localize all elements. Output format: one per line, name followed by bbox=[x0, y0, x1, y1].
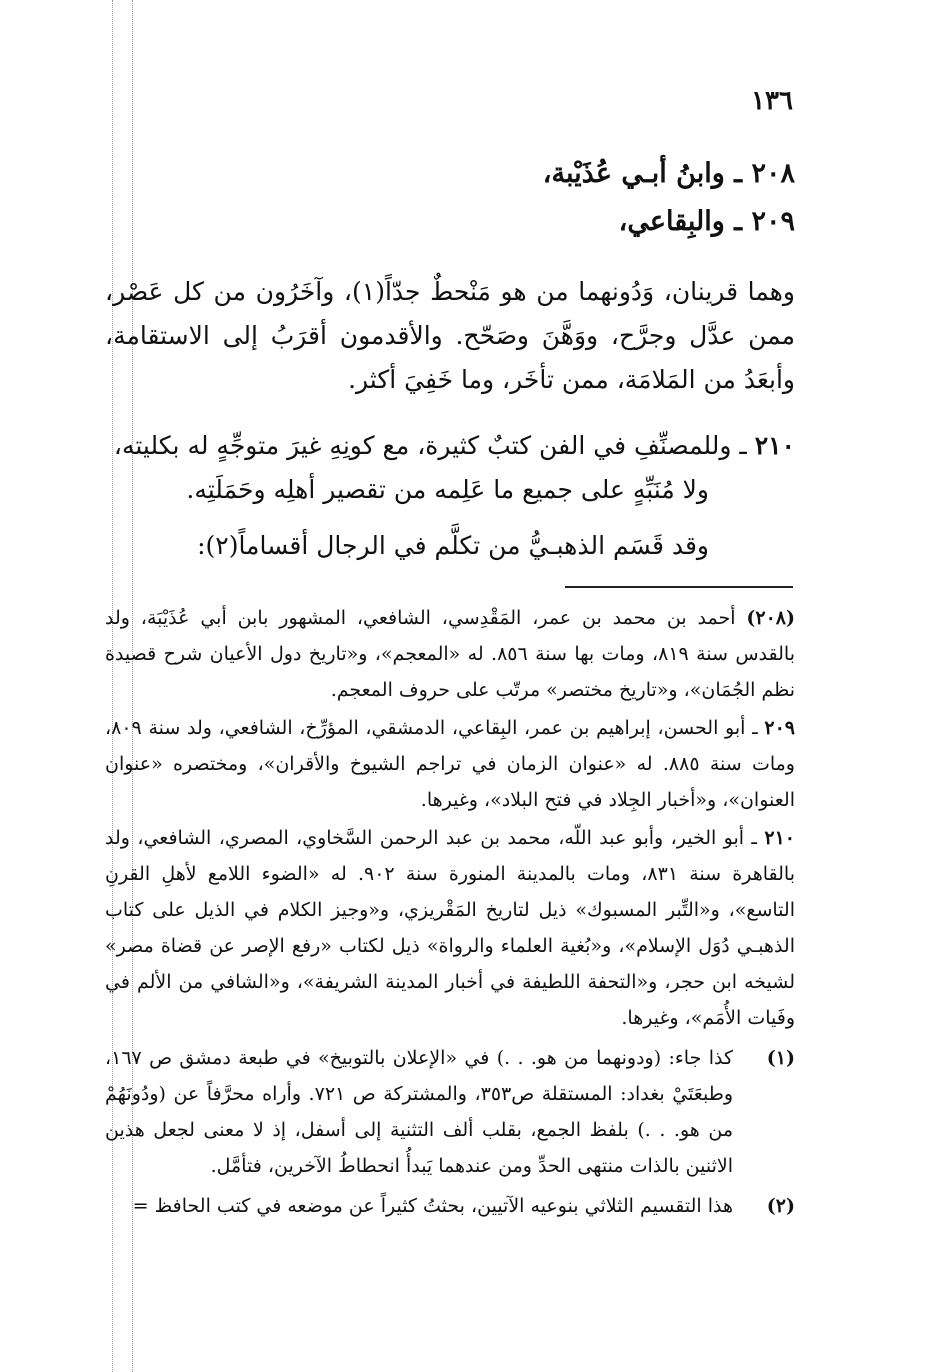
entry-210-continued: ولا مُنَبِّهٍ على جميع ما عَلِمه من تقصير أهلِه وحَمَلَتِه. bbox=[186, 475, 709, 504]
footnote-2: (٢) هذا التقسيم الثلاثي بنوعيه الآتيين، بحثتُ كثيراً عن موضعه في كتب الحافظ = bbox=[132, 1195, 795, 1217]
paragraph: وقد قَسَم الذهبـيُّ من تكلَّم في الرجال أقساماً(٢): bbox=[197, 531, 709, 560]
entry-209: ٢٠٩ ـ والبِقاعي، bbox=[618, 206, 795, 237]
footnote-1: (١) كذا جاء: (ودونهما من هو. . .) في «الإعلان بالتوبيخ» في طبعة دمشق ص ١٦٧، وطبعَتَيْ بغداد: المستقلة ص٣٥٣، والمشتركة ص ٧٢١. وأراه محرَّفاً عن (ودُونَهُمْ من هو. . .) بلفظ الجمع، بقلب ألف التثنية إلى أسفل، إذ لا معنى لجعل هذين الاثنين بالذات منتهى الحدِّ ومن عندهما يَبدأُ انحطاطُ الآخرين، فتأمَّل. bbox=[105, 1047, 795, 1177]
note-210: ٢١٠ ـ أبو الخير، وأبو عبد اللّه، محمد بن عبد الرحمن السَّخاوي، المصري، الشافعي، ولد بالقاهرة سنة ٨٣١، ومات بالمدينة المنورة سنة ٩٠٢. له «الضوء اللامع لأهلِ القرنِ التاسع»، و«التِّبر المسبوك» ذيل لتاريخ المَقْريزي، و«وجيز الكلام في الذيل على كتاب الذهبـي دُوَل الإسلام»، و«بُغية العلماء والرواة» ذيل لكتاب «رفع الإصر عن قضاة مصر» لشيخه ابن حجر، و«التحفة اللطيفة في أخبار المدينة الشريفة»، و«الشافي من الألم في وفَيات الأُمَم»، وغيرها. bbox=[105, 827, 795, 1029]
footnotes-section bbox=[105, 600, 795, 1224]
entry-210: ٢١٠ ـ وللمصنِّفِ في الفن كتبٌ كثيرة، مع كونِهِ غيرَ متوجِّهٍ له بكليته، bbox=[113, 431, 795, 460]
note-209: ٢٠٩ ـ أبو الحسن، إبراهيم بن عمر، البِقاعي، الدمشقي، المؤرِّخ، الشافعي، ولد سنة ٨٠٩، ومات سنة ٨٨٥. له «عنوان الزمان في تراجم الشيوخ والأقران»، ومختصره «عنوان العنوان»، و«أخبار الجِلاد في فتح البلاد»، وغيرها. bbox=[105, 717, 795, 811]
entry-208: ٢٠٨ ـ وابنُ أبـي عُذَيْبة، bbox=[542, 158, 795, 189]
note-208: (٢٠٨) أحمد بن محمد بن عمر، المَقْدِسي، الشافعي، المشهور بابن أبي عُذَيْبَة، ولد بالقدس سنة ٨١٩، ومات بها سنة ٨٥٦. له «المعجم»، و«تاريخ دول الأعيان شرح قصيدة نظم الجُمَان»، و«تاريخ مختصر» مرتّب على حروف المعجم. bbox=[105, 607, 795, 701]
footnote-separator bbox=[565, 586, 793, 588]
page-number: ١٣٦ bbox=[751, 86, 793, 116]
main-text bbox=[105, 150, 795, 568]
paragraph: وهما قرينان، وَدُونهما من هو مَنْحطٌ جدّاً(١)، وآخَرُون من كل عَصْر، ممن عدَّل وجرَّح، ووَهَّنَ وصَحّح. والأقدمون أقرَبُ إلى الاستقامة، وأبعَدُ من المَلامَة، ممن تأخَر، وما خَفِيَ أكثر. bbox=[105, 277, 795, 394]
